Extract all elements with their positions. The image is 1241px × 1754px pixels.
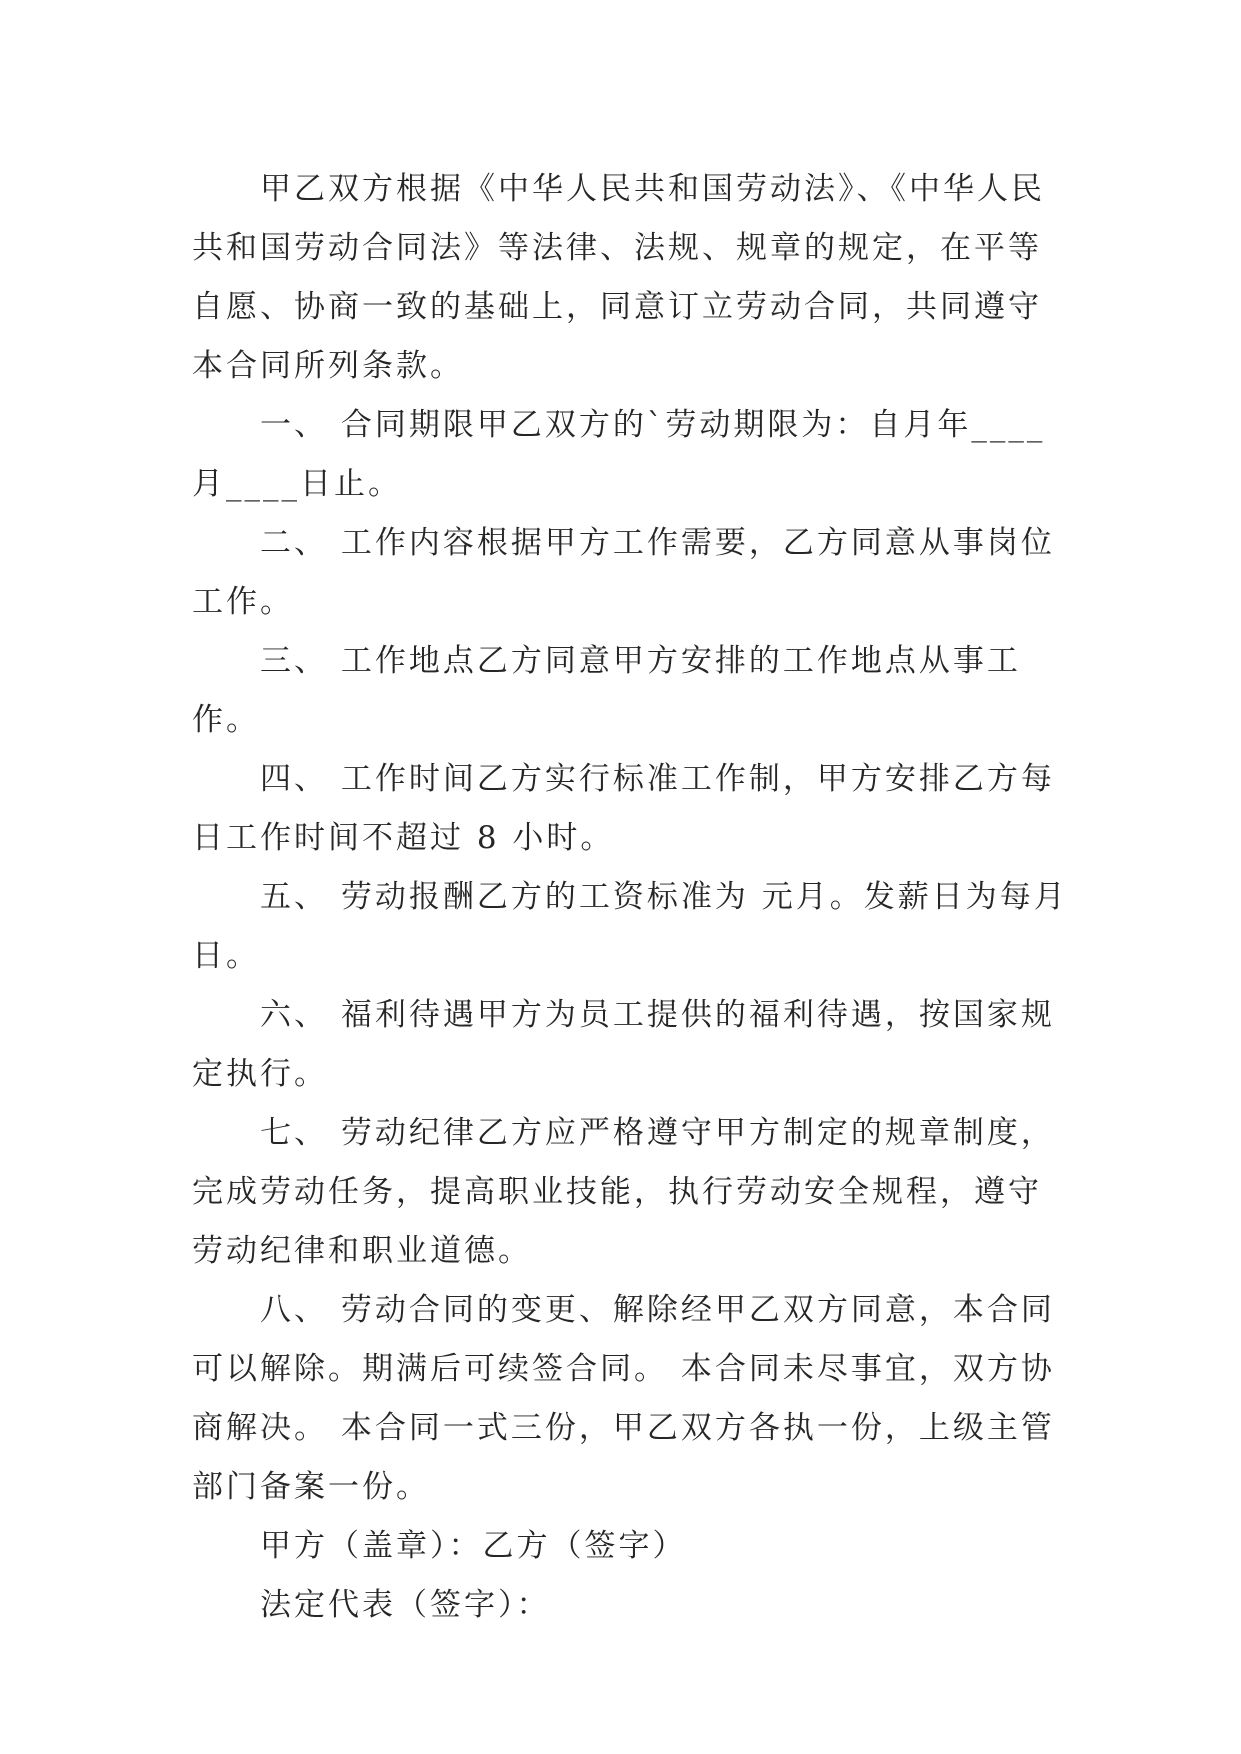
clause-6-benefits: 六、 福利待遇甲方为员工提供的福利待遇，按国家规定执行。 <box>192 997 1055 1092</box>
clause-7-discipline: 七、 劳动纪律乙方应严格遵守甲方制定的规章制度，完成劳动任务，提高职业技能，执行劳动安全规程，遵守劳动纪律和职业道德。 <box>192 1115 1055 1269</box>
clause-2-job-content: 二、 工作内容根据甲方工作需要，乙方同意从事岗位工作。 <box>192 525 1055 620</box>
clause-1-term: 一、 合同期限甲乙双方的`劳动期限为：自月年____月____日止。 <box>192 407 1046 502</box>
intro-paragraph: 甲乙双方根据《中华人民共和国劳动法》、《中华人民共和国劳动合同法》等法律、法规、规章的规定，在平等自愿、协商一致的基础上，同意订立劳动合同，共同遵守本合同所列条款。 <box>192 171 1045 384</box>
signature-party-line: 甲方（盖章）：乙方（签字） <box>260 1528 687 1564</box>
clause-5-remuneration: 五、 劳动报酬乙方的工资标准为 元月。发薪日为每月日。 <box>192 879 1068 974</box>
clause-3-work-location: 三、 工作地点乙方同意甲方安排的工作地点从事工作。 <box>192 643 1021 738</box>
clause-4-working-hours: 四、 工作时间乙方实行标准工作制，甲方安排乙方每日工作时间不超过 8 小时。 <box>192 761 1055 856</box>
contract-body <box>192 160 1072 1635</box>
clause-8-modification: 八、 劳动合同的变更、解除经甲乙双方同意，本合同可以解除。期满后可续签合同。 本合同未尽事宜，双方协商解决。 本合同一式三份，甲乙双方各执一份，上级主管部门备案一份。 <box>192 1292 1055 1505</box>
signature-legal-rep-line: 法定代表（签字）： <box>260 1587 551 1623</box>
